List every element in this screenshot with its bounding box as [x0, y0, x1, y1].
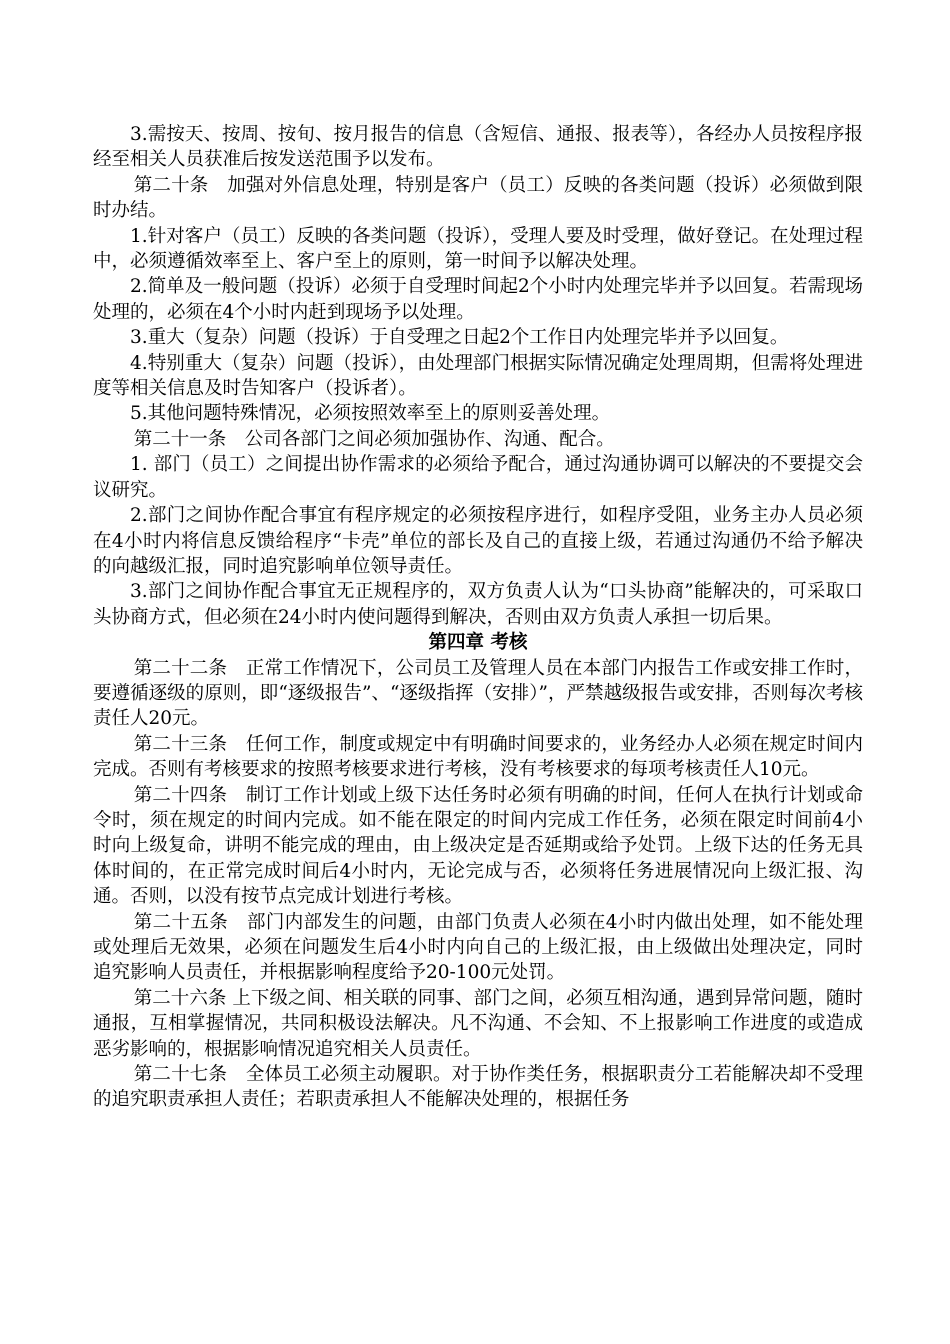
paragraph-item-3-publish: 3.需按天、按周、按旬、按月报告的信息（含短信、通报、报表等），各经办人员按程序报经至相关人员获准后按发送范围予以发布。: [93, 124, 863, 171]
article-21: 第二十一条 公司各部门之间必须加强协作、沟通、配合。: [133, 428, 615, 450]
article-26: 第二十六条 上下级之间、相关联的同事、部门之间，必须互相沟通，遇到异常问题，随时通报，互相掌握情况，共同积极设法解决。凡不沟通、不会知、不上报影响工作进度的或造成恶劣影响的，根据影响情况追究相关人员责任。: [93, 987, 863, 1060]
article-25: 第二十五条 部门内部发生的问题，由部门负责人必须在4小时内做出处理，如不能处理或处理后无效果，必须在问题发生后4小时内向自己的上级汇报，由上级做出处理决定，同时追究影响人员责任，并根据影响程度给予20-100元处罚。: [93, 911, 863, 984]
paragraph-item-1-complaints: 1.针对客户（员工）反映的各类问题（投诉），受理人要及时受理，做好登记。在处理过程中，必须遵循效率至上、客户至上的原则，第一时间予以解决处理。: [93, 225, 863, 273]
paragraph-item-1-cooperation: 1. 部门（员工）之间提出协作需求的必须给予配合，通过沟通协调可以解决的不要提交会议研究。: [93, 454, 863, 501]
article-24: 第二十四条 制订工作计划或上级下达任务时必须有明确的时间，任何人在执行计划或命令时，须在规定的时间内完成。如不能在限定的时间内完成工作任务，必须在限定时间前4小时向上级复命，讲明不能完成的理由，由上级决定是否延期或给予处罚。上级下达的任务无具体时间的，在正常完成时间后4小时内，无论完成与否，必须将任务进展情况向上级汇报、沟通。否则，以没有按节点完成计划进行考核。: [93, 784, 863, 908]
paragraph-item-2-simple-issues: 2.简单及一般问题（投诉）必须于自受理时间起2个小时内处理完毕并予以回复。若需现场处理的，必须在4个小时内赶到现场予以处理。: [93, 276, 863, 323]
paragraph-item-4-special-issues: 4.特别重大（复杂）问题（投诉），由处理部门根据实际情况确定处理周期，但需将处理进度等相关信息及时告知客户（投诉者）。: [93, 352, 863, 400]
document-page: [93, 122, 863, 1113]
paragraph-item-5-other: 5.其他问题特殊情况，必须按照效率至上的原则妥善处理。: [130, 403, 611, 425]
article-20: 第二十条 加强对外信息处理，特别是客户（员工）反映的各类问题（投诉）必须做到限时办结。: [93, 174, 863, 222]
article-27: 第二十七条 全体员工必须主动履职。对于协作类任务，根据职责分工若能解决却不受理的追究职责承担人责任；若职责承担人不能解决处理的，根据任务: [93, 1064, 863, 1111]
paragraph-item-3-verbal-agreement: 3.部门之间协作配合事宜无正规程序的，双方负责人认为“口头协商”能解决的，可采取口头协商方式，但必须在24小时内使问题得到解决，否则由双方负责人承担一切后果。: [93, 581, 863, 628]
article-22: 第二十二条 正常工作情况下，公司员工及管理人员在本部门内报告工作或安排工作时，要遵循逐级的原则，即“逐级报告”、“逐级指挥（安排）”，严禁越级报告或安排，否则每次考核责任人20元。: [93, 657, 863, 730]
article-23: 第二十三条 任何工作，制度或规定中有明确时间要求的，业务经办人必须在规定时间内完成。否则有考核要求的按照考核要求进行考核，没有考核要求的每项考核责任人10元。: [93, 733, 863, 781]
paragraph-item-2-procedure: 2.部门之间协作配合事宜有程序规定的必须按程序进行，如程序受阻，业务主办人员必须在4小时内将信息反馈给程序“卡壳”单位的部长及自己的直接上级，若通过沟通仍不给予解决的向越级汇报，同时追究影响单位领导责任。: [93, 505, 863, 577]
paragraph-item-3-major-issues: 3.重大（复杂）问题（投诉）于自受理之日起2个工作日内处理完毕并予以回复。: [130, 327, 789, 349]
chapter-heading: 第四章 考核: [428, 632, 528, 654]
